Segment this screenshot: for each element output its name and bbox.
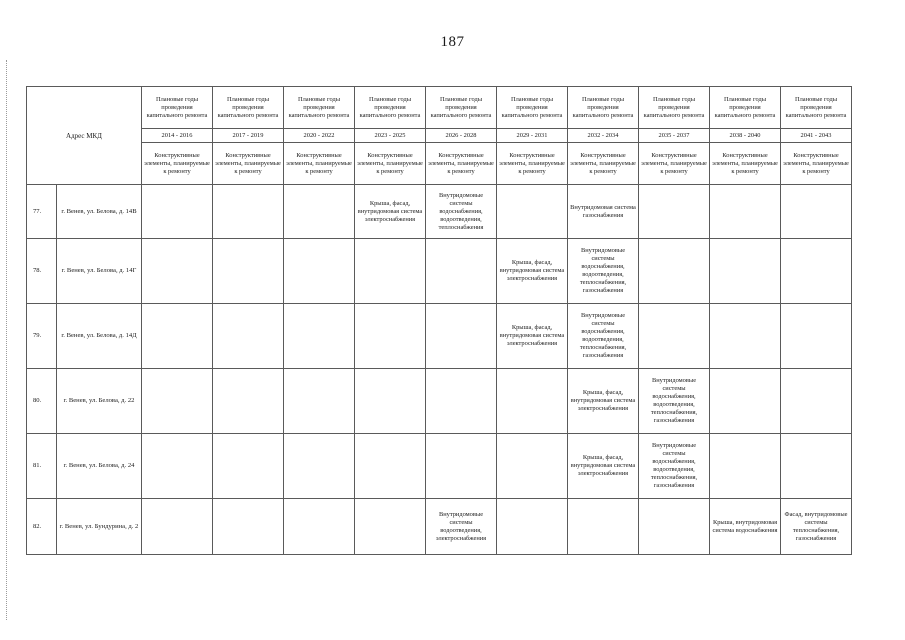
address-column-header: Адрес МКД: [27, 87, 142, 185]
repair-cell: Внутридомовые системы водоснабжения, водоотведения, теплоснабжения, газоснабжения: [568, 304, 639, 369]
row-number: 81.: [27, 434, 57, 499]
repair-cell: [142, 185, 213, 239]
repair-cell: [426, 304, 497, 369]
repair-cell: [781, 369, 852, 434]
table-row: [27, 369, 852, 434]
repair-cell: [426, 239, 497, 304]
period-header-cell: Плановые годы проведения капитального ремонта: [355, 87, 426, 129]
repair-cell: [497, 369, 568, 434]
repair-cell: [355, 499, 426, 555]
elements-header-cell: Конструктивные элементы, планируемые к ремонту: [213, 143, 284, 185]
repair-cell: [497, 499, 568, 555]
repair-cell: [781, 434, 852, 499]
repair-cell: Внутридомовые системы водоотведения, электроснабжения: [426, 499, 497, 555]
binding-margin-dots: [6, 60, 9, 620]
period-header-cell: Плановые годы проведения капитального ремонта: [710, 87, 781, 129]
year-range-cell: 2041 - 2043: [781, 129, 852, 143]
elements-header-cell: Конструктивные элементы, планируемые к ремонту: [355, 143, 426, 185]
repair-cell: Внутридомовые системы водоснабжения, водоотведения, теплоснабжения, газоснабжения: [639, 434, 710, 499]
repair-cell: [710, 434, 781, 499]
elements-header-cell: Конструктивные элементы, планируемые к ремонту: [781, 143, 852, 185]
year-range-cell: 2026 - 2028: [426, 129, 497, 143]
year-range-cell: 2017 - 2019: [213, 129, 284, 143]
period-header-cell: Плановые годы проведения капитального ремонта: [426, 87, 497, 129]
table-row: [27, 185, 852, 239]
repair-cell: [284, 239, 355, 304]
repair-cell: [284, 304, 355, 369]
row-number: 79.: [27, 304, 57, 369]
repair-cell: Внутридомовые системы водоснабжения, водоотведения, теплоснабжения, газоснабжения: [639, 369, 710, 434]
repair-cell: [639, 499, 710, 555]
repair-cell: [781, 185, 852, 239]
table-row: [27, 304, 852, 369]
repair-cell: Крыша, фасад, внутридомовая система электроснабжения: [355, 185, 426, 239]
building-address: г. Венев, ул. Белова, д. 24: [57, 434, 142, 499]
repair-cell: [213, 499, 284, 555]
capital-repair-schedule-table: [26, 86, 852, 555]
period-header-cell: Плановые годы проведения капитального ремонта: [497, 87, 568, 129]
repair-cell: [284, 499, 355, 555]
repair-cell: [284, 434, 355, 499]
repair-cell: [426, 434, 497, 499]
elements-header-cell: Конструктивные элементы, планируемые к ремонту: [142, 143, 213, 185]
repair-cell: Крыша, фасад, внутридомовая система электроснабжения: [497, 304, 568, 369]
repair-cell: [497, 185, 568, 239]
repair-cell: Крыша, фасад, внутридомовая система электроснабжения: [568, 369, 639, 434]
building-address: г. Венев, ул. Белова, д. 14Д: [57, 304, 142, 369]
repair-cell: [710, 239, 781, 304]
repair-cell: [355, 304, 426, 369]
repair-cell: Внутридомовые системы водоснабжения, водоотведения, теплоснабжения, газоснабжения: [568, 239, 639, 304]
repair-cell: [497, 434, 568, 499]
period-header-cell: Плановые годы проведения капитального ремонта: [639, 87, 710, 129]
repair-cell: [781, 239, 852, 304]
repair-cell: [710, 369, 781, 434]
repair-cell: [426, 369, 497, 434]
repair-cell: [710, 304, 781, 369]
repair-cell: [639, 185, 710, 239]
repair-cell: [639, 239, 710, 304]
year-range-cell: 2023 - 2025: [355, 129, 426, 143]
year-range-cell: 2032 - 2034: [568, 129, 639, 143]
building-address: г. Венев, ул. Белова, д. 14Г: [57, 239, 142, 304]
table-row: [27, 499, 852, 555]
repair-cell: Крыша, фасад, внутридомовая система электроснабжения: [568, 434, 639, 499]
elements-header-cell: Конструктивные элементы, планируемые к ремонту: [497, 143, 568, 185]
table-row: [27, 239, 852, 304]
elements-header-cell: Конструктивные элементы, планируемые к ремонту: [426, 143, 497, 185]
repair-cell: [568, 499, 639, 555]
building-address: г. Венев, ул. Белова, д. 14В: [57, 185, 142, 239]
repair-cell: [213, 185, 284, 239]
repair-cell: [710, 185, 781, 239]
year-range-cell: 2020 - 2022: [284, 129, 355, 143]
repair-cell: Крыша, фасад, внутридомовая система электроснабжения: [497, 239, 568, 304]
repair-cell: [213, 434, 284, 499]
repair-cell: [355, 369, 426, 434]
building-address: г. Венев, ул. Белова, д. 22: [57, 369, 142, 434]
repair-cell: [142, 369, 213, 434]
repair-cell: Внутридомовые системы водоснабжения, водоотведения, теплоснабжения: [426, 185, 497, 239]
elements-header-cell: Конструктивные элементы, планируемые к ремонту: [284, 143, 355, 185]
repair-cell: [213, 239, 284, 304]
repair-cell: [142, 304, 213, 369]
repair-cell: [213, 369, 284, 434]
year-range-cell: 2038 - 2040: [710, 129, 781, 143]
header-row-elements: [27, 143, 852, 185]
year-range-cell: 2014 - 2016: [142, 129, 213, 143]
period-header-cell: Плановые годы проведения капитального ремонта: [213, 87, 284, 129]
repair-cell: [142, 499, 213, 555]
row-number: 80.: [27, 369, 57, 434]
repair-cell: [142, 239, 213, 304]
building-address: г. Венев, ул. Бундурина, д. 2: [57, 499, 142, 555]
period-header-cell: Плановые годы проведения капитального ремонта: [781, 87, 852, 129]
repair-cell: [781, 304, 852, 369]
header-row-period: [27, 87, 852, 129]
period-header-cell: Плановые годы проведения капитального ремонта: [284, 87, 355, 129]
elements-header-cell: Конструктивные элементы, планируемые к ремонту: [710, 143, 781, 185]
period-header-cell: Плановые годы проведения капитального ремонта: [142, 87, 213, 129]
row-number: 78.: [27, 239, 57, 304]
repair-cell: [639, 304, 710, 369]
repair-cell: Внутридомовая система газоснабжения: [568, 185, 639, 239]
repair-cell: [213, 304, 284, 369]
year-range-cell: 2035 - 2037: [639, 129, 710, 143]
table-row: [27, 434, 852, 499]
repair-cell: Фасад, внутридомовые системы теплоснабжения, газоснабжения: [781, 499, 852, 555]
repair-cell: Крыша, внутридомовая система водоснабжения: [710, 499, 781, 555]
elements-header-cell: Конструктивные элементы, планируемые к ремонту: [639, 143, 710, 185]
row-number: 77.: [27, 185, 57, 239]
header-row-years: [27, 129, 852, 143]
row-number: 82.: [27, 499, 57, 555]
repair-cell: [284, 185, 355, 239]
repair-cell: [355, 239, 426, 304]
period-header-cell: Плановые годы проведения капитального ремонта: [568, 87, 639, 129]
elements-header-cell: Конструктивные элементы, планируемые к ремонту: [568, 143, 639, 185]
page-number: 187: [440, 34, 465, 50]
year-range-cell: 2029 - 2031: [497, 129, 568, 143]
repair-cell: [355, 434, 426, 499]
repair-cell: [284, 369, 355, 434]
repair-cell: [142, 434, 213, 499]
